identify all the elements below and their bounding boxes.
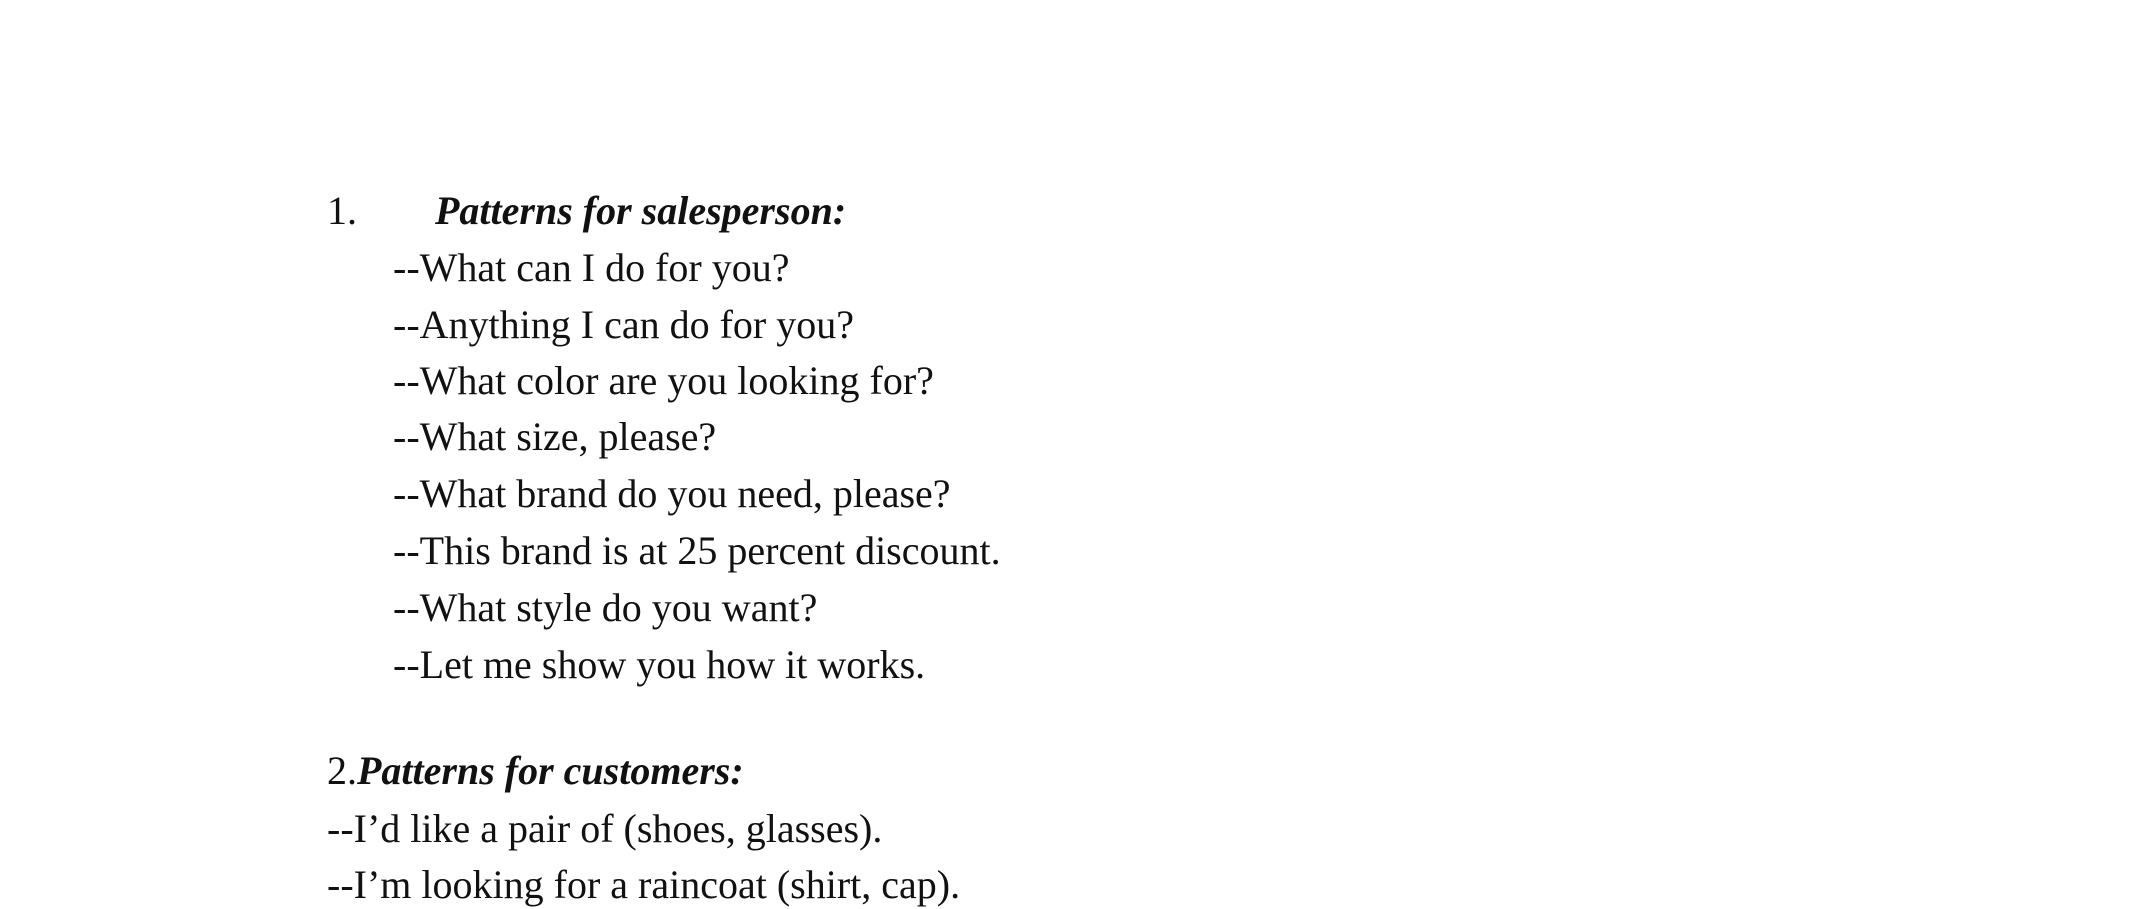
- salesperson-pattern-4: --What size, please?: [393, 414, 717, 459]
- section-2-number: 2.: [327, 748, 357, 793]
- salesperson-pattern-1: --What can I do for you?: [393, 245, 790, 290]
- salesperson-pattern-7: --What style do you want?: [393, 585, 818, 630]
- salesperson-pattern-3: --What color are you looking for?: [393, 358, 934, 403]
- section-1-number: 1.: [327, 188, 357, 233]
- section-1-title: Patterns for salesperson:: [435, 188, 847, 233]
- customer-pattern-2: --I’m looking for a raincoat (shirt, cap).: [327, 862, 961, 907]
- section-2-heading: [327, 747, 744, 795]
- salesperson-pattern-2: --Anything I can do for you?: [393, 302, 854, 347]
- customer-pattern-1: --I’d like a pair of (shoes, glasses).: [327, 806, 883, 851]
- salesperson-pattern-5: --What brand do you need, please?: [393, 471, 951, 516]
- salesperson-pattern-8: --Let me show you how it works.: [393, 642, 926, 687]
- section-2-title: Patterns for customers:: [357, 748, 744, 793]
- salesperson-pattern-6: --This brand is at 25 percent discount.: [393, 528, 1001, 573]
